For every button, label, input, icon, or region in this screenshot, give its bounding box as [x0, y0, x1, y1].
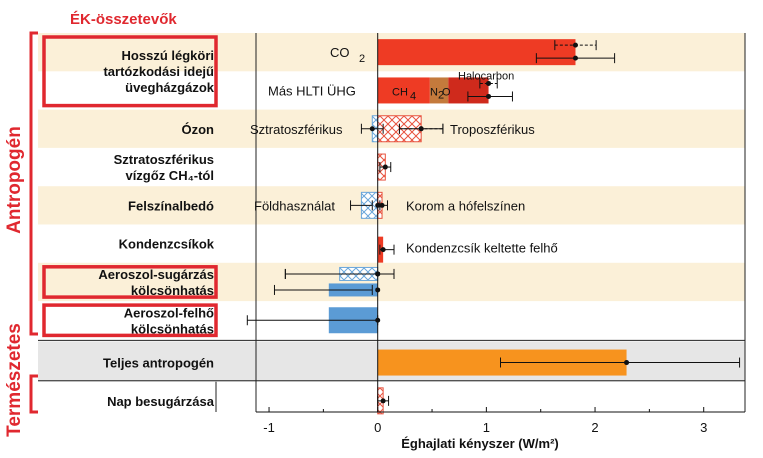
natural-bracket	[31, 376, 38, 412]
row-label: tartózkodási idejű	[103, 64, 214, 80]
error-dot	[419, 126, 424, 131]
anthropogenic-side-label: Antropogén	[4, 126, 25, 234]
header-label: ÉK-összetevők	[70, 11, 177, 28]
ch4-label: CH	[392, 86, 408, 99]
x-tick-label: 1	[482, 420, 490, 435]
black-carbon-label: Korom a hófelszínen	[406, 198, 526, 214]
other-ghg-label: Más HLTI ÜHG	[268, 83, 356, 99]
row-label: Ózon	[181, 121, 214, 137]
row-label: üvegházgázok	[125, 80, 214, 96]
row-label: Nap besugárzása	[107, 393, 214, 409]
strat-ozone-label: Sztratoszférikus	[250, 121, 343, 137]
row-label: Aeroszol-sugárzás	[98, 266, 214, 282]
n2o-label: N	[430, 86, 438, 99]
n2o-o-label: O	[442, 86, 451, 99]
error-dot	[381, 247, 386, 252]
natural-side-label: Természetes	[4, 323, 25, 437]
row-label: Teljes antropogén	[103, 355, 214, 371]
trop-ozone-label: Troposzférikus	[450, 121, 535, 137]
x-tick-label: -1	[263, 420, 275, 435]
ch4-subscript: 4	[410, 90, 417, 103]
row-labels	[98, 48, 214, 409]
anthropogenic-bracket	[31, 33, 38, 334]
error-dot	[573, 56, 578, 61]
error-dot	[370, 126, 375, 131]
x-tick-label: 3	[700, 420, 708, 435]
land-use-label: Földhasználat	[254, 198, 335, 214]
error-dot	[486, 94, 491, 99]
row-label: kölcsönhatás	[130, 282, 214, 298]
row-label: Kondenzcsíkok	[118, 236, 214, 252]
co2-subscript: 2	[359, 53, 366, 66]
error-dot	[380, 203, 385, 208]
error-dot	[383, 165, 388, 170]
bar	[378, 39, 576, 65]
co2-label: CO	[330, 45, 350, 61]
row-label: vízgőz CH₄-tól	[125, 168, 214, 184]
row-label: Aeroszol-felhő	[123, 305, 214, 321]
x-axis-label: Éghajlati kényszer (W/m²)	[401, 436, 559, 451]
error-dot	[624, 360, 629, 365]
x-tick-label: 2	[591, 420, 599, 435]
error-dot	[573, 43, 578, 48]
row-label: Felszínalbedó	[128, 198, 214, 214]
contrail-label: Kondenzcsík keltette felhő	[406, 240, 558, 256]
halocarbon-label: Halocarbon	[458, 70, 515, 83]
error-dot	[381, 398, 386, 403]
x-tick-label: 0	[374, 420, 382, 435]
row-label: Sztratoszférikus	[113, 152, 214, 168]
n2o-subscript: 2	[438, 89, 445, 102]
row-label: kölcsönhatás	[130, 321, 214, 337]
x-axis	[256, 407, 745, 451]
row-label: Hosszú légköri	[121, 48, 214, 64]
